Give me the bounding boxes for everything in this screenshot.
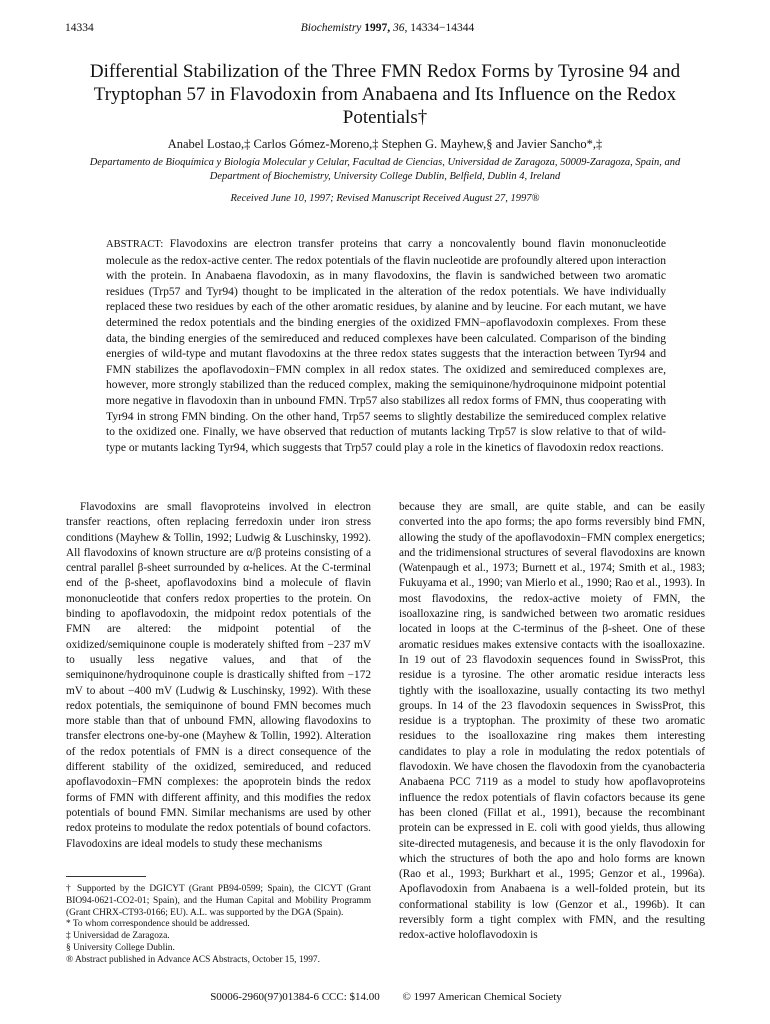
page-number: 14334 <box>65 22 94 34</box>
journal-name: Biochemistry <box>300 22 362 34</box>
footnote-funding: † Supported by the DGICYT (Grant PB94-0599; Spain), the CICYT (Grant BIO94-0621-CO2-01; Spain), and the Human Capital and Mobility Programm (Grant CHRX-CT93-0166; EU). A.L. was supported by the DGA (Spain). <box>66 884 371 918</box>
received-dates: Received June 10, 1997; Revised Manuscript Received August 27, 1997® <box>230 193 540 204</box>
author-list: Anabel Lostao,‡ Carlos Gómez-Moreno,‡ Stephen G. Mayhew,§ and Javier Sancho*,‡ <box>167 137 603 151</box>
body-left-column <box>66 500 371 852</box>
journal-volume: 36, <box>393 22 408 34</box>
abstract-text: Flavodoxins are electron transfer proteins that carry a noncovalently bound flavin mononucleotide molecule as the redox-active center. The redox potentials of the flavin nucleotide are profoundly altered upon interaction with the protein. In Anabaena flavodoxin, as in many flavodoxins, the flavin is sandwiched between two aromatic residues (Trp57 and Tyr94) thought to be implicated in the alteration of the redox potentials. We have individually replaced these two residues by each of the other aromatic residues, by alanine and by leucine. For each mutant, we have determined the redox potentials and the binding energies of the oxidized FMN−apoflavodoxin complexes. From these data, the binding energies of the semireduced and reduced complexes have been calculated. Comparison of the binding energies of wild-type and mutant flavodoxins at the three redox states suggests that the interaction between Tyr94 and FMN stabilizes the apoflavodoxin−FMN complex in all redox states. The oxidized and semireduced complexes are, however, more strongly stabilized than the reduced complex, making the semiquinone/hydroquinone midpoint potential more negative in flavodoxin than in unbound FMN. Trp57 also stabilizes all redox forms of FMN, thus cooperating with Tyr94 in strong FMN binding. On the other hand, Trp57 seems to slightly destabilize the semireduced complex relative to the oxidized one. Finally, we have observed that reduction of mutants lacking Trp57 is slow relative to that of wild-type or mutants lacking Tyr94, which suggests that Trp57 could play a role in the kinetics of flavodoxin redox reactions. <box>106 237 666 454</box>
running-head <box>65 20 710 36</box>
article-title: Differential Stabilization of the Three FMN Redox Forms by Tyrosine 94 and Tryptophan 57 in Flavodoxin from Anabaena and Its Influence on the Redox Potentials† <box>89 61 681 128</box>
intro-paragraph: Flavodoxins are small flavoproteins involved in electron transfer reactions, often replacing ferredoxin under iron stress conditions (Mayhew & Tollin, 1992; Ludwig & Luschinsky, 1992). All flavodoxins of known structure are α/β proteins consisting of a central parallel β-sheet surrounded by α-helices. At the C-terminal end of the β-sheet, apoflavodoxins bind a molecule of flavin mononucleotide that confers redox properties to the protein. On binding to apoflavodoxin, the midpoint redox potentials of the FMN are altered: the midpoint potential of the oxidized/semiquinone couple is moderately shifted from −237 mV to usually less negative values, and that of the semiquinone/hydroquinone couple is drastically shifted from −172 mV to about −400 mV (Ludwig & Luschinsky, 1992). With these redox potentials, the semiquinone of bound FMN becomes much more stable than that of unbound FMN, allowing flavodoxins to transfer electrons one-by-one (Mayhew & Tollin, 1992). Alteration of the redox potentials of FMN is a direct consequence of the different stability of the oxidized, semireduced, and reduced apoflavodoxin−FMN complexes: the apoprotein binds the redox forms of FMN with different affinity, and this modifies the redox potentials of bound FMN. Similar mechanisms are used by other redox proteins to modulate the redox potentials of bound cofactors. Flavodoxins are ideal models to study these mechanisms <box>66 501 371 850</box>
footnote-abstract-published: ® Abstract published in Advance ACS Abstracts, October 15, 1997. <box>66 954 320 965</box>
abstract <box>106 236 666 455</box>
journal-pages: 14334−14344 <box>410 22 475 34</box>
article-code: S0006-2960(97)01384-6 CCC: $14.00 <box>210 991 380 1003</box>
intro-paragraph-continued: because they are small, are quite stable, and can be easily converted into the apo forms; the apo forms reversibly bind FMN, allowing the study of the apoflavodoxin−FMN complex energetics; and the tridimensional structures of several flavodoxins are known (Watenpaugh et al., 1973; Burnett et al., 1974; Smith et al., 1983; Fukuyama et al., 1990; van Mierlo et al., 1990; Rao et al., 1993). In most flavodoxins, the redox-active moiety of FMN, the isoalloxazine ring, is sandwiched between two aromatic residues located in loops at the C-terminus of the β-sheet. One of these aromatic residues makes extensive contacts with the isoalloxazine. In 19 out of 23 flavodoxin sequences found in SwissProt, this residue is a tyrosine. The other aromatic residue interacts less tightly with the isoalloxazine, usually contacting its two methyl groups. In 14 of the 23 flavodoxin sequences in SwissProt, this residue is a tryptophan. The proximity of these two aromatic residues to the isoalloxazine ring makes them interesting candidates to play a role in modulating the redox potentials of flavodoxin. We have chosen the flavodoxin from the cyanobacteria Anabaena PCC 7119 as a model to study how apoflavoproteins influence the redox potentials of flavin cofactors because its gene has been cloned (Fillat et al., 1991), because the recombinant protein can be expressed in E. coli with good yields, thus allowing site-directed mutagenesis, and because it is the only flavodoxin for which the structures of both the apo and holo forms are known (Rao et al., 1993; Burkhart et al., 1995; Genzor et al., 1996a). Apoflavodoxin from Anabaena is a well-folded protein, but its conformational stability is low (Genzor et al., 1996b). It can reversibly form a tight complex with FMN, and the resulting redox-active holoflavodoxin is <box>399 501 705 942</box>
journal-year: 1997, <box>364 22 391 34</box>
affiliations: Departamento de Bioquímica y Biología Molecular y Celular, Facultad de Ciencias, Universidad de Zaragoza, 50009-Zaragoza, Spain, and Department of Biochemistry, University College Dublin, Belfield, Dublin 4, Ireland <box>89 157 681 182</box>
copyright-notice: © 1997 American Chemical Society <box>402 991 562 1003</box>
abstract-label: ABSTRACT: <box>106 239 164 250</box>
footnote-divider <box>66 876 146 877</box>
footnote-correspondence: * To whom correspondence should be addressed. <box>66 919 250 930</box>
footnote-affiliation-zaragoza: ‡ Universidad de Zaragoza. <box>66 931 170 942</box>
body-right-column <box>399 500 705 944</box>
journal-citation <box>65 20 710 36</box>
page-footer <box>66 990 706 1004</box>
footnote-affiliation-dublin: § University College Dublin. <box>66 942 175 953</box>
footnotes <box>66 884 371 967</box>
